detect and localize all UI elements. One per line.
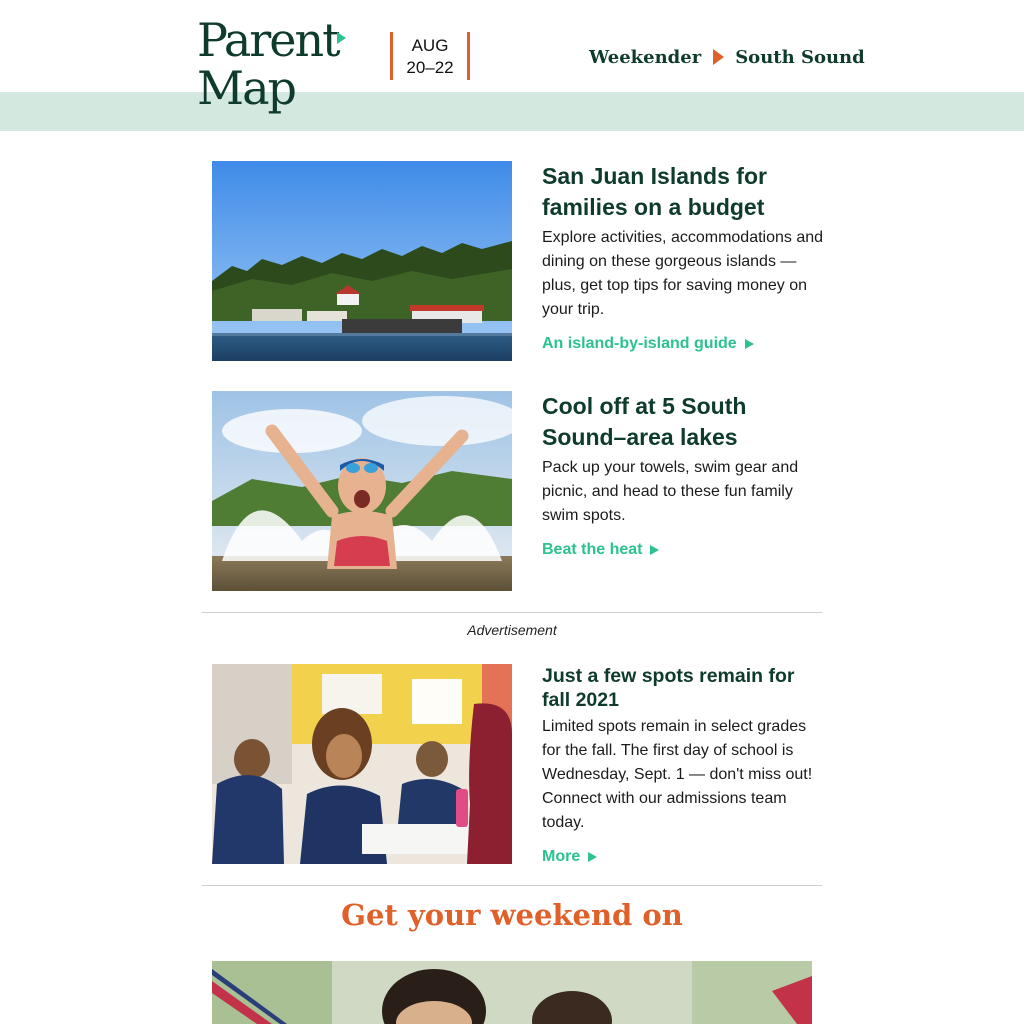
- article-summary: Pack up your towels, swim gear and picnic, and head to these fun family swim spots.: [542, 459, 799, 524]
- nav-south-sound[interactable]: South Sound: [735, 46, 865, 68]
- header-band: [0, 92, 1024, 131]
- article-title[interactable]: San Juan Islands for families on a budget: [542, 163, 767, 220]
- link-label: More: [542, 848, 581, 865]
- ad-text: [542, 664, 827, 869]
- article-san-juan-text: [542, 161, 827, 356]
- san-juan-island-photo[interactable]: [212, 161, 512, 361]
- article-lakes-text: [542, 391, 827, 562]
- ad-more-link[interactable]: [542, 845, 597, 869]
- section-divider: [202, 885, 822, 886]
- issue-date: [390, 32, 470, 80]
- beat-the-heat-link[interactable]: [542, 538, 659, 562]
- email-header: [0, 0, 1024, 131]
- island-guide-link[interactable]: [542, 332, 754, 356]
- ad-summary: Limited spots remain in select grades for the fall. The first day of school is Wednesday, Sept. 1 — don't miss out! Connect with our admissions team today.: [542, 718, 813, 831]
- issue-month: AUG: [411, 36, 449, 55]
- play-arrow-icon: [650, 545, 659, 555]
- logo-word-map: Map: [197, 61, 295, 115]
- link-label: Beat the heat: [542, 541, 643, 558]
- logo-word-parent: Parent: [197, 13, 339, 67]
- advertisement-label: Advertisement: [467, 622, 557, 638]
- weekend-kids-photo[interactable]: [212, 961, 812, 1024]
- newsletter-breadcrumb: [589, 44, 865, 70]
- parentmap-logo[interactable]: [197, 13, 357, 120]
- logo-play-icon: [337, 32, 346, 44]
- ad-title[interactable]: Just a few spots remain for fall 2021: [542, 665, 795, 711]
- article-san-juan: [212, 161, 822, 361]
- ad-school-admissions: [212, 664, 822, 864]
- play-arrow-icon: [745, 339, 754, 349]
- article-summary: Explore activities, accommodations and dining on these gorgeous islands — plus, get top tips for saving money on your trip.: [542, 229, 824, 318]
- link-label: An island-by-island guide: [542, 335, 737, 352]
- article-title[interactable]: Cool off at 5 South Sound–area lakes: [542, 393, 747, 450]
- nav-weekender[interactable]: Weekender: [589, 46, 702, 68]
- classroom-photo[interactable]: [212, 664, 512, 864]
- play-arrow-icon: [713, 49, 724, 65]
- lake-swimmer-photo[interactable]: [212, 391, 512, 591]
- play-arrow-icon: [588, 852, 597, 862]
- issue-days: 20–22: [406, 58, 454, 77]
- weekend-section-heading: Get your weekend on: [341, 898, 683, 932]
- article-lakes: [212, 391, 822, 591]
- section-divider: [202, 612, 822, 613]
